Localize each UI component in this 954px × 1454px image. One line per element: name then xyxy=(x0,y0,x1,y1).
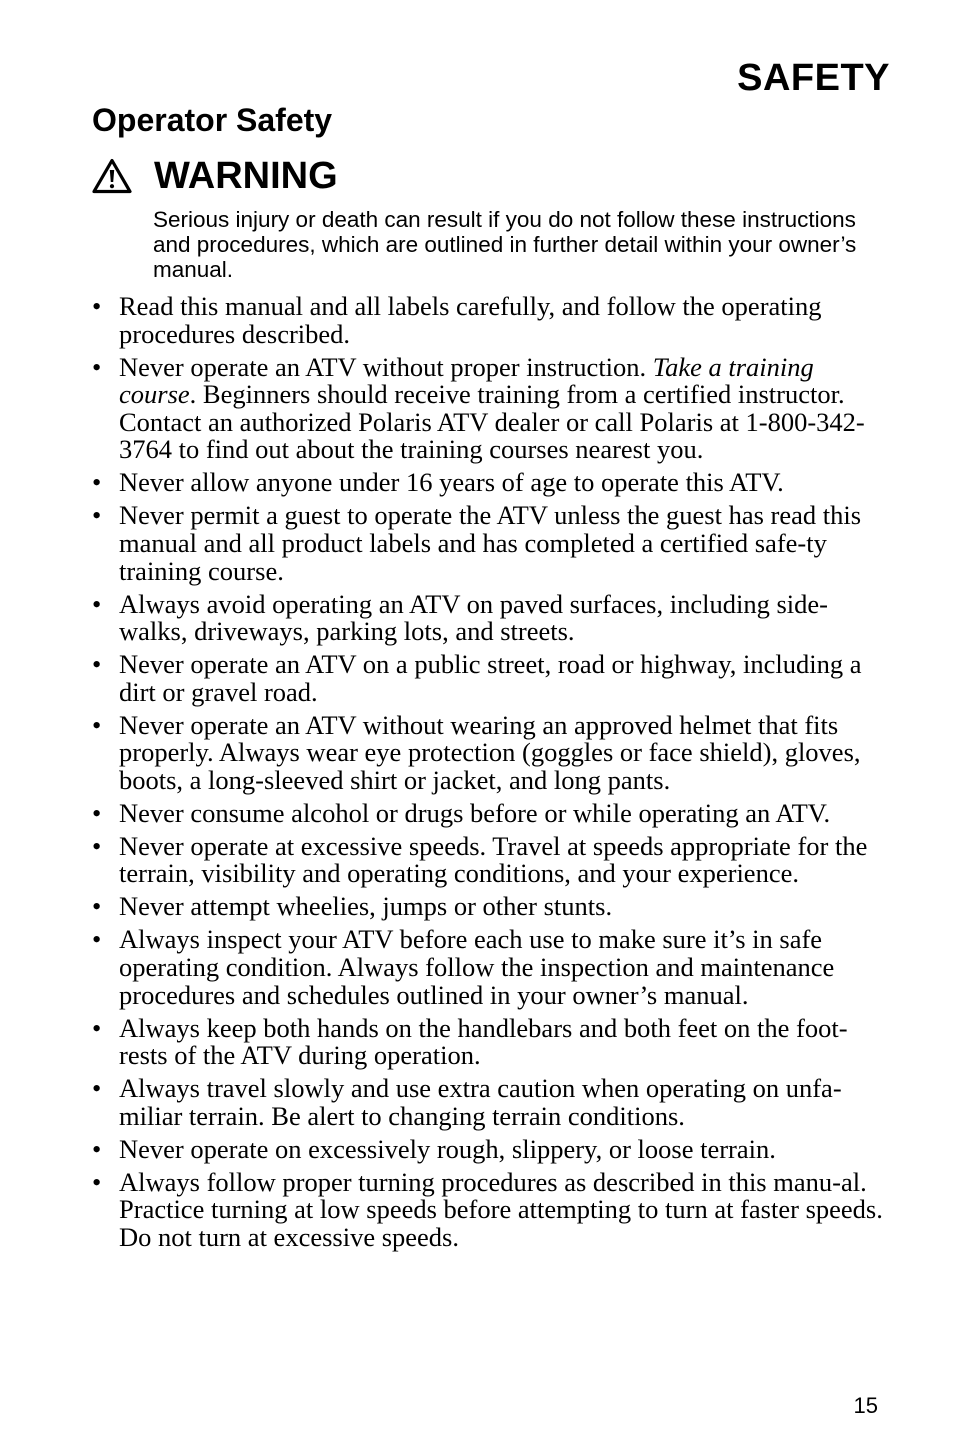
bullet-text-segment: Always avoid operating an ATV on paved surfaces, including side-walks, driveways, parking lots, and streets. xyxy=(119,588,828,647)
bullet-text xyxy=(119,1134,776,1164)
bullet-text xyxy=(119,500,861,585)
bullet-mark: • xyxy=(92,351,102,382)
bullet-text-segment: Never operate an ATV without proper instruction. xyxy=(119,351,653,382)
bullet-text-segment: Never operate on excessively rough, slippery, or loose terrain. xyxy=(119,1133,776,1164)
bullet-text xyxy=(119,924,834,1009)
bullet-text xyxy=(119,649,862,707)
bullet-text-segment: Never allow anyone under 16 years of age to operate this ATV. xyxy=(119,467,784,498)
safety-bullet-item xyxy=(92,502,892,585)
bullet-mark: • xyxy=(92,1012,102,1043)
bullet-text xyxy=(119,1013,848,1071)
safety-bullet-item xyxy=(92,651,892,706)
safety-bullet-item xyxy=(92,1166,892,1252)
bullet-mark: • xyxy=(92,1073,102,1104)
safety-bullet-item xyxy=(92,709,892,795)
bullet-mark: • xyxy=(92,500,102,531)
warning-header xyxy=(92,154,338,198)
safety-bullet-item xyxy=(92,893,892,921)
bullet-mark: • xyxy=(92,467,102,498)
bullet-text xyxy=(119,467,784,497)
safety-bullet-item xyxy=(92,830,892,889)
warning-title: WARNING xyxy=(154,155,338,197)
bullet-text-emphasis: Take a training course xyxy=(119,351,814,410)
bullet-mark: • xyxy=(92,1166,102,1197)
warning-text: Serious injury or death can result if you do not follow these instructions and procedures, which are outlined in further detail within your owner’s manual. xyxy=(153,207,857,282)
bullet-mark: • xyxy=(92,588,102,619)
bullet-text-segment: Always keep both hands on the handlebars and both feet on the foot-rests of the ATV during operation. xyxy=(119,1012,848,1071)
bullet-mark: • xyxy=(92,649,102,680)
bullet-text-segment: Always travel slowly and use extra caution when operating on unfa-miliar terrain. Be alert to changing terrain conditions. xyxy=(119,1073,842,1131)
safety-bullet-item xyxy=(92,926,892,1009)
bullet-text-segment: Never operate an ATV without wearing an approved helmet that fits properly. Always wear eye protection (goggles or face shield), gloves, boots, a long-sleeved shirt or jacket, and long pants. xyxy=(119,709,861,795)
bullet-mark: • xyxy=(92,709,102,740)
safety-bullet-item xyxy=(92,1133,892,1164)
safety-bullet-item xyxy=(92,469,892,497)
safety-bullet-item xyxy=(92,1012,892,1071)
sub-heading: Operator Safety xyxy=(92,102,333,138)
bullet-text-segment: Never consume alcohol or drugs before or while operating an ATV. xyxy=(119,797,831,828)
warning-triangle-icon xyxy=(92,158,132,194)
safety-bullet-list xyxy=(92,293,892,1257)
bullet-mark: • xyxy=(92,830,102,861)
bullet-text-segment: Read this manual and all labels carefully, and follow the operating procedures described. xyxy=(119,291,822,349)
bullet-text xyxy=(119,710,861,795)
bullet-text-segment: Never operate at excessive speeds. Travel at speeds appropriate for the terrain, visibility and operating conditions, and your experience. xyxy=(119,830,868,889)
bullet-text-segment: Always inspect your ATV before each use to make sure it’s in safe operating condition. Always follow the inspection and maintenance procedures and schedules outlined in your owner’s manual. xyxy=(119,924,835,1010)
bullet-text-segment: . Beginners should receive training from a certified instructor. Contact an authorized Polaris ATV dealer or call Polaris at 1-800-342-3764 to find out about the training courses nearest you. xyxy=(119,379,865,465)
bullet-mark: • xyxy=(92,797,102,828)
bullet-text-segment: Never attempt wheelies, jumps or other stunts. xyxy=(119,891,613,922)
bullet-mark: • xyxy=(92,924,102,955)
bullet-text-segment: Never permit a guest to operate the ATV unless the guest has read this manual and all product labels and has completed a certified safe-ty training course. xyxy=(119,500,862,586)
safety-bullet-item xyxy=(92,351,892,465)
bullet-text xyxy=(119,352,865,465)
bullet-text xyxy=(119,891,612,921)
safety-bullet-item xyxy=(92,293,892,348)
bullet-text xyxy=(119,589,828,647)
safety-bullet-item xyxy=(92,797,892,828)
bullet-text-segment: Never operate an ATV on a public street, road or highway, including a dirt or gravel road. xyxy=(119,649,862,707)
safety-bullet-item xyxy=(92,588,892,647)
bullet-text xyxy=(119,831,867,889)
bullet-text xyxy=(119,1073,842,1131)
section-title: SAFETY xyxy=(737,57,890,99)
bullet-mark: • xyxy=(92,891,102,922)
safety-bullet-item xyxy=(92,1075,892,1130)
page-number: 15 xyxy=(853,1393,878,1418)
bullet-text xyxy=(119,1167,883,1252)
bullet-mark: • xyxy=(92,291,102,321)
bullet-text-segment: Always follow proper turning procedures as described in this manu-al. Practice turning at low speeds before attempting to turn at faster speeds. Do not turn at excessive speeds. xyxy=(119,1166,883,1252)
bullet-text xyxy=(119,291,822,349)
bullet-text xyxy=(119,798,830,828)
bullet-mark: • xyxy=(92,1133,102,1164)
